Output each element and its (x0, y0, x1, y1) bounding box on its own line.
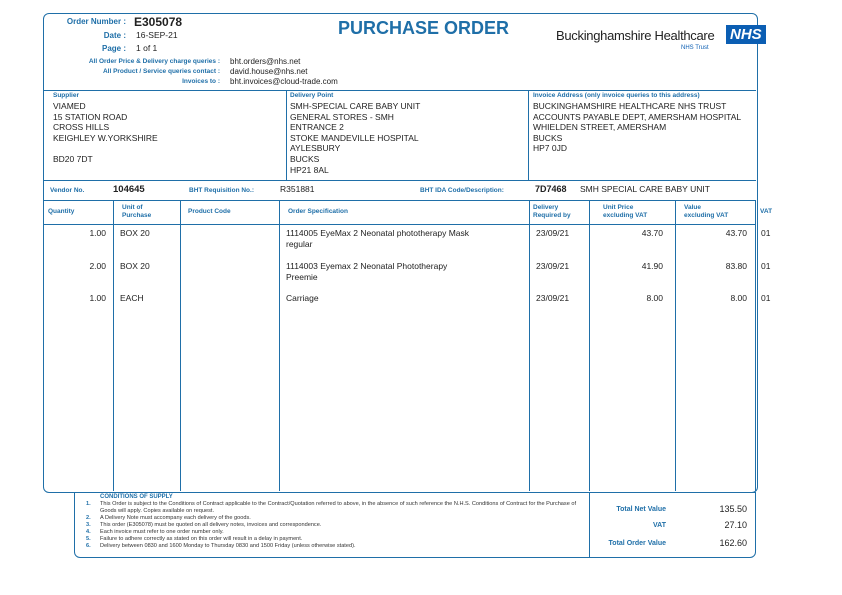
col-header-product-code: Product Code (188, 208, 231, 215)
query-email[interactable]: bht.orders@nhs.net (230, 57, 301, 66)
col-header-specification: Order Specification (288, 208, 348, 215)
column-divider (529, 200, 530, 491)
header-line: Unit of (122, 204, 143, 211)
column-divider (755, 200, 756, 491)
table-header-divider (44, 224, 756, 225)
row-unit-price: 8.00 (646, 293, 663, 303)
column-divider (675, 200, 676, 491)
spec-line: Preemie (286, 271, 318, 282)
header-line: excluding VAT (603, 212, 648, 219)
vat-total-value: 27.10 (724, 520, 747, 530)
condition-text: This Order is subject to the Conditions of Contract applicable to the Contract/Quotation referred to above, in the absence of such reference the N.H.S. Conditions of Contract for the Purchase of Goods will apply. Copies available on request. (100, 501, 577, 514)
conditions-list (86, 501, 586, 550)
condition-text: Failure to adhere correctly as stated on this order will result in a delay in payment. (100, 536, 303, 542)
address-line: BUCKS (290, 153, 320, 164)
header-line: Unit Price (603, 204, 634, 211)
condition-text: This order (E305078) must be quoted on all delivery notes, invoices and correspondence. (100, 522, 322, 528)
purchase-order-frame (43, 13, 758, 493)
supplier-label: Supplier (53, 92, 80, 99)
divider (286, 90, 287, 180)
row-unit: BOX 20 (120, 228, 150, 238)
ida-code: 7D7468 (535, 184, 567, 194)
col-header-quantity: Quantity (48, 208, 75, 215)
row-quantity: 1.00 (89, 228, 106, 238)
vat-total-label: VAT (653, 522, 666, 529)
condition-number: 2. (86, 515, 91, 521)
address-line: BD20 7DT (53, 153, 93, 164)
address-line: AYLESBURY (290, 143, 341, 154)
vendor-number: 104645 (113, 184, 145, 195)
row-vat: 01 (761, 261, 771, 271)
col-header-unit (122, 204, 151, 220)
address-line: KEIGHLEY W.YORKSHIRE (53, 132, 158, 143)
address-line: ACCOUNTS PAYABLE DEPT, AMERSHAM HOSPITAL (533, 111, 742, 122)
row-unit: BOX 20 (120, 261, 150, 271)
header-line: Delivery (533, 204, 559, 211)
condition-text: A Delivery Note must accompany each delivery of the goods. (100, 515, 251, 521)
row-delivery-date: 23/09/21 (536, 261, 570, 271)
total-order-value: 162.60 (719, 538, 747, 548)
condition-number: 6. (86, 543, 91, 549)
condition-item (86, 529, 586, 536)
spec-line: Carriage (286, 293, 319, 303)
row-delivery-date: 23/09/21 (536, 293, 570, 303)
vendor-label: Vendor No. (50, 187, 85, 194)
invoice-address (533, 101, 741, 154)
order-number: E305078 (134, 15, 183, 29)
row-unit: EACH (120, 293, 144, 303)
condition-item (86, 543, 586, 550)
query-label: All Order Price & Delivery charge queries : (88, 58, 220, 65)
condition-number: 5. (86, 536, 91, 542)
row-value: 83.80 (725, 261, 747, 271)
row-specification (286, 228, 526, 249)
column-divider (113, 200, 114, 491)
row-value: 43.70 (725, 228, 747, 238)
conditions-title: CONDITIONS OF SUPPLY (100, 494, 173, 500)
header-line: excluding VAT (684, 212, 729, 219)
total-order-label: Total Order Value (608, 540, 666, 547)
column-divider (279, 200, 280, 491)
col-header-delivery (533, 204, 571, 220)
row-specification (286, 293, 526, 304)
row-quantity: 1.00 (89, 293, 106, 303)
query-email[interactable]: bht.invoices@cloud-trade.com (230, 77, 338, 86)
requisition-number: R351881 (280, 184, 315, 194)
row-quantity: 2.00 (89, 261, 106, 271)
address-line: 15 STATION ROAD (53, 111, 128, 122)
nhs-logo: NHS (726, 25, 766, 44)
address-line: GENERAL STORES - SMH (290, 111, 394, 122)
col-header-unit-price (603, 204, 647, 220)
page-label: Page : (101, 44, 126, 53)
row-unit-price: 41.90 (641, 261, 663, 271)
address-line: WHIELDEN STREET, AMERSHAM (533, 122, 667, 133)
delivery-address (290, 101, 420, 175)
address-line: BUCKINGHAMSHIRE HEALTHCARE NHS TRUST (533, 101, 727, 111)
address-line: SMH-SPECIAL CARE BABY UNIT (290, 101, 421, 111)
date-label: Date : (103, 31, 126, 40)
address-line: BUCKS (533, 132, 563, 143)
query-label: Invoices to : (182, 78, 220, 85)
condition-text: Each invoice must refer to one order number only. (100, 529, 224, 535)
row-value: 8.00 (730, 293, 747, 303)
row-delivery-date: 23/09/21 (536, 228, 570, 238)
delivery-label: Delivery Point (290, 92, 334, 99)
query-label: All Product / Service queries contact : (102, 68, 220, 75)
address-line: CROSS HILLS (53, 122, 110, 133)
divider (44, 200, 756, 201)
total-net-value: 135.50 (719, 504, 747, 514)
condition-number: 1. (86, 501, 91, 507)
col-header-value (684, 204, 728, 220)
header-line: Value (684, 204, 701, 211)
header-line: Purchase (122, 212, 152, 219)
address-line (53, 143, 158, 154)
condition-item (86, 515, 586, 522)
row-vat: 01 (761, 293, 771, 303)
address-line: ENTRANCE 2 (290, 122, 344, 133)
ida-label: BHT IDA Code/Description: (420, 187, 504, 194)
divider (589, 492, 590, 557)
address-line: HP21 8AL (290, 164, 329, 175)
row-vat: 01 (761, 228, 771, 238)
requisition-label: BHT Requisition No.: (189, 187, 254, 194)
row-specification (286, 261, 526, 282)
column-divider (180, 200, 181, 491)
page-number: 1 of 1 (136, 43, 158, 53)
spec-line: 1114005 EyeMax 2 Neonatal phototherapy Mask (286, 228, 470, 238)
condition-number: 3. (86, 522, 91, 528)
divider (44, 90, 756, 91)
divider (528, 90, 529, 180)
org-sub: NHS Trust (681, 45, 709, 51)
supplier-address (53, 101, 158, 165)
order-date: 16-SEP-21 (136, 30, 178, 40)
divider (44, 180, 756, 181)
ida-description: SMH SPECIAL CARE BABY UNIT (580, 184, 710, 194)
address-line: HP7 0JD (533, 143, 568, 154)
order-number-label: Order Number : (66, 17, 126, 26)
header-line: Required by (533, 212, 571, 219)
row-unit-price: 43.70 (641, 228, 663, 238)
condition-number: 4. (86, 529, 91, 535)
page-title: PURCHASE ORDER (338, 18, 510, 38)
address-line: STOKE MANDEVILLE HOSPITAL (290, 132, 419, 143)
invoice-label: Invoice Address (only invoice queries to this address) (533, 92, 700, 99)
spec-line: 1114003 Eyemax 2 Neonatal Phototherapy (286, 261, 448, 271)
condition-item (86, 501, 586, 515)
total-net-label: Total Net Value (616, 506, 666, 513)
query-email[interactable]: david.house@nhs.net (230, 67, 308, 76)
col-header-vat: VAT (760, 208, 773, 215)
condition-item (86, 536, 586, 543)
column-divider (589, 200, 590, 491)
condition-text: Delivery between 0830 and 1600 Monday to Thursday 0830 and 1500 Friday (unless otherwise stated). (100, 543, 356, 549)
spec-line: regular (286, 238, 313, 249)
address-line: VIAMED (53, 101, 86, 111)
condition-item (86, 522, 586, 529)
org-name: Buckinghamshire Healthcare (556, 28, 715, 43)
